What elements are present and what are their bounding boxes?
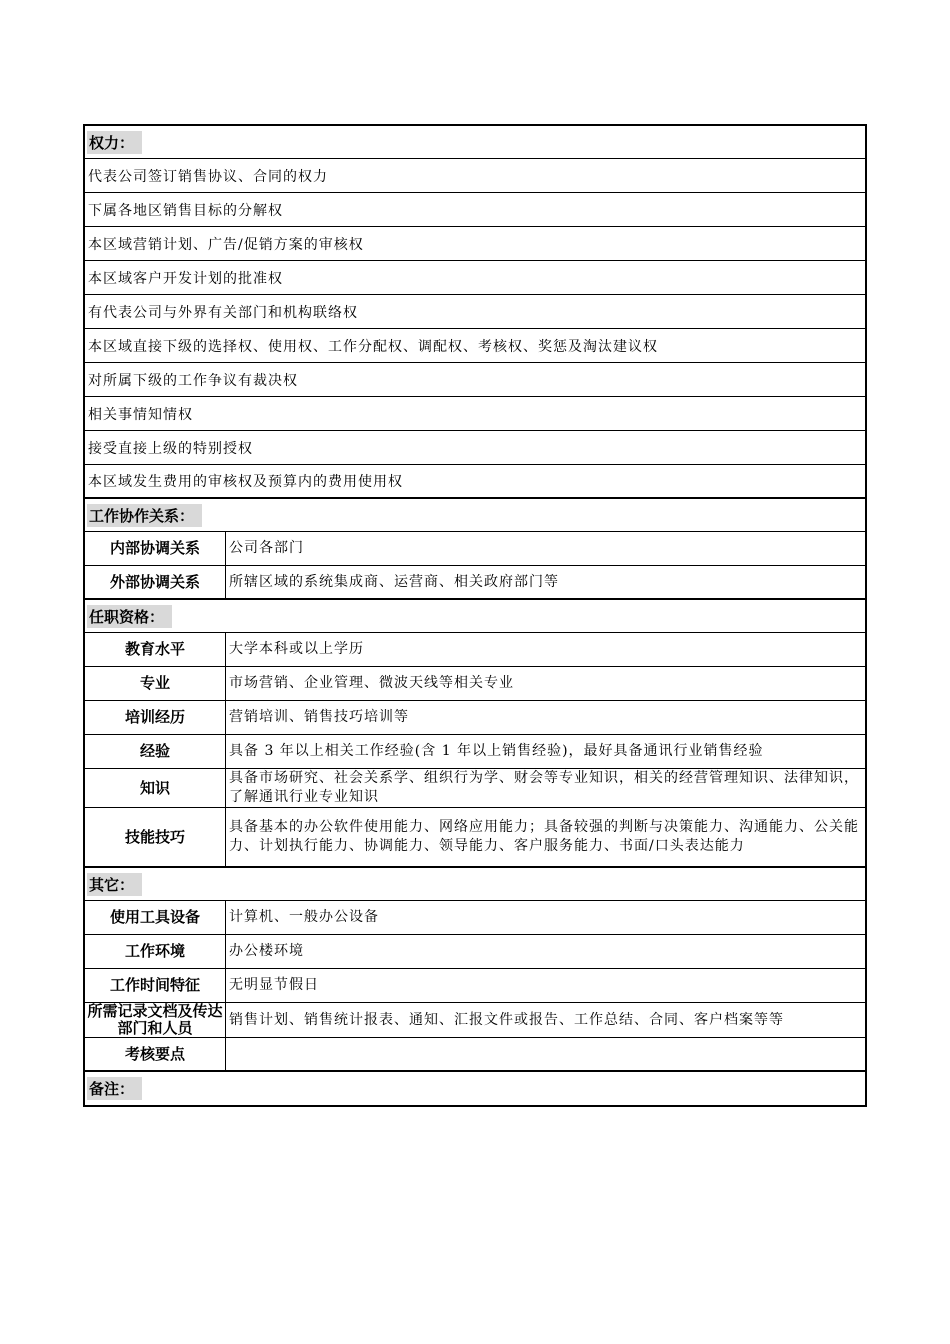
row-key: 工作环境 — [85, 935, 226, 968]
job-description-table — [83, 124, 867, 1107]
row-key: 技能技巧 — [85, 808, 226, 866]
row-key: 知识 — [85, 769, 226, 807]
qualifications-section-header — [85, 600, 865, 633]
table-row — [85, 1038, 865, 1072]
table-row — [85, 969, 865, 1003]
section-label: 其它： — [87, 873, 142, 896]
row-value: 营销培训、销售技巧培训等 — [229, 709, 409, 725]
row-value — [226, 1038, 865, 1070]
authority-item: 接受直接上级的特别授权 — [85, 431, 865, 465]
table-row — [85, 808, 865, 868]
table-row — [85, 735, 865, 769]
relations-section-header — [85, 499, 865, 532]
row-value: 大学本科或以上学历 — [229, 641, 364, 657]
authority-item: 代表公司签订销售协议、合同的权力 — [85, 159, 865, 193]
table-row — [85, 901, 865, 935]
table-row — [85, 1003, 865, 1038]
row-value: 具备 3 年以上相关工作经验(含 1 年以上销售经验)，最好具备通讯行业销售经验 — [229, 743, 764, 759]
row-key: 工作时间特征 — [85, 969, 226, 1002]
authority-item: 对所属下级的工作争议有裁决权 — [85, 363, 865, 397]
row-value: 公司各部门 — [229, 540, 304, 556]
table-row — [85, 769, 865, 808]
section-label: 权力： — [87, 131, 142, 154]
row-value: 无明显节假日 — [229, 977, 319, 993]
authority-item: 本区域营销计划、广告/促销方案的审核权 — [85, 227, 865, 261]
row-key: 外部协调关系 — [85, 566, 226, 598]
row-key: 考核要点 — [85, 1038, 226, 1070]
row-value: 销售计划、销售统计报表、通知、汇报文件或报告、工作总结、合同、客户档案等等 — [229, 1011, 784, 1028]
table-row — [85, 532, 865, 566]
other-section-header — [85, 868, 865, 901]
row-value: 具备基本的办公软件使用能力、网络应用能力；具备较强的判断与决策能力、沟通能力、公关能力、计划执行能力、协调能力、领导能力、客户服务能力、书面/口头表达能力 — [229, 819, 859, 854]
row-key: 使用工具设备 — [85, 901, 226, 934]
row-value: 所辖区域的系统集成商、运营商、相关政府部门等 — [229, 573, 559, 590]
row-value: 办公楼环境 — [229, 943, 304, 959]
table-row — [85, 566, 865, 600]
authority-item: 下属各地区销售目标的分解权 — [85, 193, 865, 227]
section-label: 工作协作关系： — [87, 504, 202, 527]
row-value: 市场营销、企业管理、微波天线等相关专业 — [229, 675, 514, 691]
table-row — [85, 935, 865, 969]
row-key: 专业 — [85, 667, 226, 700]
table-row — [85, 701, 865, 735]
row-value: 计算机、一般办公设备 — [229, 909, 379, 925]
row-value: 具备市场研究、社会关系学、组织行为学、财会等专业知识，相关的经营管理知识、法律知识，了解通讯行业专业知识 — [229, 770, 859, 805]
row-key: 所需记录文档及传达部门和人员 — [85, 1003, 226, 1037]
section-label: 备注： — [87, 1077, 142, 1100]
authority-item: 相关事情知情权 — [85, 397, 865, 431]
authority-item: 本区域发生费用的审核权及预算内的费用使用权 — [85, 465, 865, 499]
authority-item: 有代表公司与外界有关部门和机构联络权 — [85, 295, 865, 329]
row-key: 培训经历 — [85, 701, 226, 734]
row-key: 经验 — [85, 735, 226, 768]
row-key: 内部协调关系 — [85, 532, 226, 565]
section-label: 任职资格： — [87, 605, 172, 628]
authority-item: 本区域直接下级的选择权、使用权、工作分配权、调配权、考核权、奖惩及淘汰建议权 — [85, 329, 865, 363]
authority-section-header — [85, 126, 865, 159]
authority-item: 本区域客户开发计划的批准权 — [85, 261, 865, 295]
table-row — [85, 667, 865, 701]
row-key: 教育水平 — [85, 633, 226, 666]
remarks-section-header — [85, 1072, 865, 1105]
table-row — [85, 633, 865, 667]
